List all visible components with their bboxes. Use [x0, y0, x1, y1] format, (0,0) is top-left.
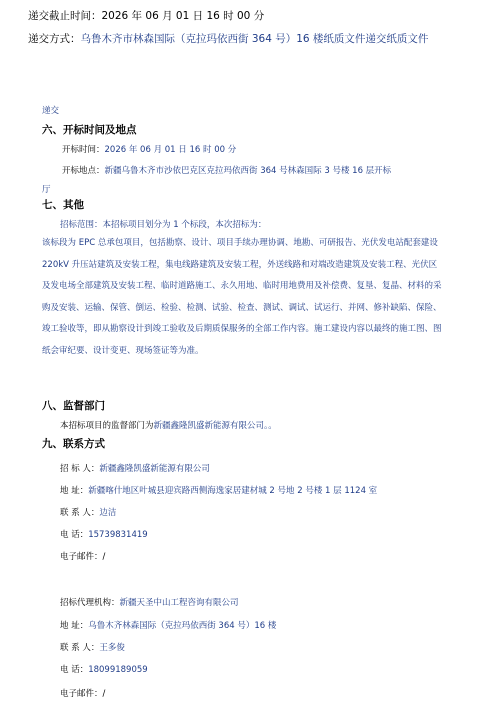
tenderer-address-value: 新疆喀什地区叶城县迎宾路西侧海逸家居建材城 2 号地 2 号楼 1 层 1124 室 [88, 486, 378, 496]
agent-phone-value: 18099189059 [88, 665, 148, 675]
deadline-line [28, 8, 264, 23]
agent-contact-line [60, 641, 125, 653]
tenderer-phone-line [60, 528, 148, 540]
tenderer-contact-label: 联 系 人： [60, 508, 100, 518]
tenderer-email-value: / [102, 552, 106, 562]
supervision-prefix: 本招标项目的监督部门为 [60, 421, 154, 431]
delivery-method-label: 递交方式： [28, 33, 81, 45]
tenderer-email-line [60, 550, 105, 562]
opening-place-value-2: 厅 [42, 185, 51, 195]
agent-address-label: 地 址： [60, 621, 89, 631]
delivery-method-value: 乌鲁木齐市林森国际（克拉玛依西街 364 号）16 楼纸质文件递交纸质文件 [80, 33, 429, 45]
deadline-label: 递交截止时间： [28, 10, 102, 22]
agent-contact-value: 王多俊 [99, 643, 125, 653]
tenderer-label: 招 标 人： [60, 464, 100, 474]
supervision-line [60, 419, 277, 431]
tenderer-contact-line [60, 506, 116, 518]
agent-label: 招标代理机构： [60, 598, 120, 608]
section-9-title: 九、联系方式 [42, 438, 105, 450]
tenderer-address-label: 地 址： [60, 486, 89, 496]
agent-phone-line [60, 663, 148, 675]
deadline-value: 2026 年 06 月 01 日 16 时 00 分 [101, 10, 265, 22]
opening-place-value-1: 新疆乌鲁木齐市沙依巴克区克拉玛依西街 364 号林森国际 3 号楼 16 层开标 [104, 166, 392, 176]
fragment-text: 递交 [42, 106, 60, 116]
scope-intro: 招标范围：本招标项目划分为 1 个标段，本次招标为： [60, 220, 267, 230]
delivery-method-line [28, 31, 428, 46]
opening-place-line [62, 164, 391, 176]
agent-email-value: / [102, 689, 106, 699]
supervision-value: 新疆鑫隆凯盛新能源有限公司。。 [153, 421, 277, 431]
agent-address-value: 乌鲁木齐林森国际（克拉玛依西街 364 号）16 楼 [88, 621, 277, 631]
tenderer-address-line [60, 484, 377, 496]
tenderer-value: 新疆鑫隆凯盛新能源有限公司 [99, 464, 210, 474]
tenderer-phone-label: 电 话： [60, 530, 89, 540]
section-8-title: 八、监督部门 [42, 400, 105, 412]
tenderer-line [60, 462, 210, 474]
tenderer-phone-value: 15739831419 [88, 530, 148, 540]
opening-time-label: 开标时间： [62, 145, 105, 155]
agent-address-line [60, 619, 276, 631]
scope-paragraph: 该标段为 EPC 总承包项目，包括勘察、设计、项目手续办理协调、地勘、可研报告、光伏发电站配套建设 220kV 升压站建筑及安装工程，集电线路建筑及安装工程，外送线路和对端改造建筑及安装工程、光伏区及发电场全部建筑及安装工程、临时道路施工、永久用地、临时用地费用及补偿费、复垦、复晶、材料的采购及安装、运输、保管、倒运、检验、检测、试验、检查、测试、调试、试运行、并网、修补缺陷、保险、竣工验收等，即从勘察设计到竣工验收及后期质保服务的全部工作内容。施工建设内容以最终的施工图、图纸会审纪要、设计变更、现场签证等为准。 [42, 238, 442, 356]
section-7-title: 七、其他 [42, 199, 84, 211]
agent-line [60, 596, 239, 608]
agent-value: 新疆天圣中山工程咨询有限公司 [119, 598, 239, 608]
agent-email-label: 电子邮件： [60, 689, 103, 699]
opening-time-value: 2026 年 06 月 01 日 16 时 00 分 [104, 145, 237, 155]
agent-contact-label: 联 系 人： [60, 643, 100, 653]
opening-place-label: 开标地点： [62, 166, 105, 176]
tenderer-contact-value: 边洁 [99, 508, 117, 518]
opening-time-line [62, 143, 236, 155]
tenderer-email-label: 电子邮件： [60, 552, 103, 562]
agent-email-line [60, 687, 105, 699]
agent-phone-label: 电 话： [60, 665, 89, 675]
section-6-title: 六、开标时间及地点 [42, 124, 137, 136]
